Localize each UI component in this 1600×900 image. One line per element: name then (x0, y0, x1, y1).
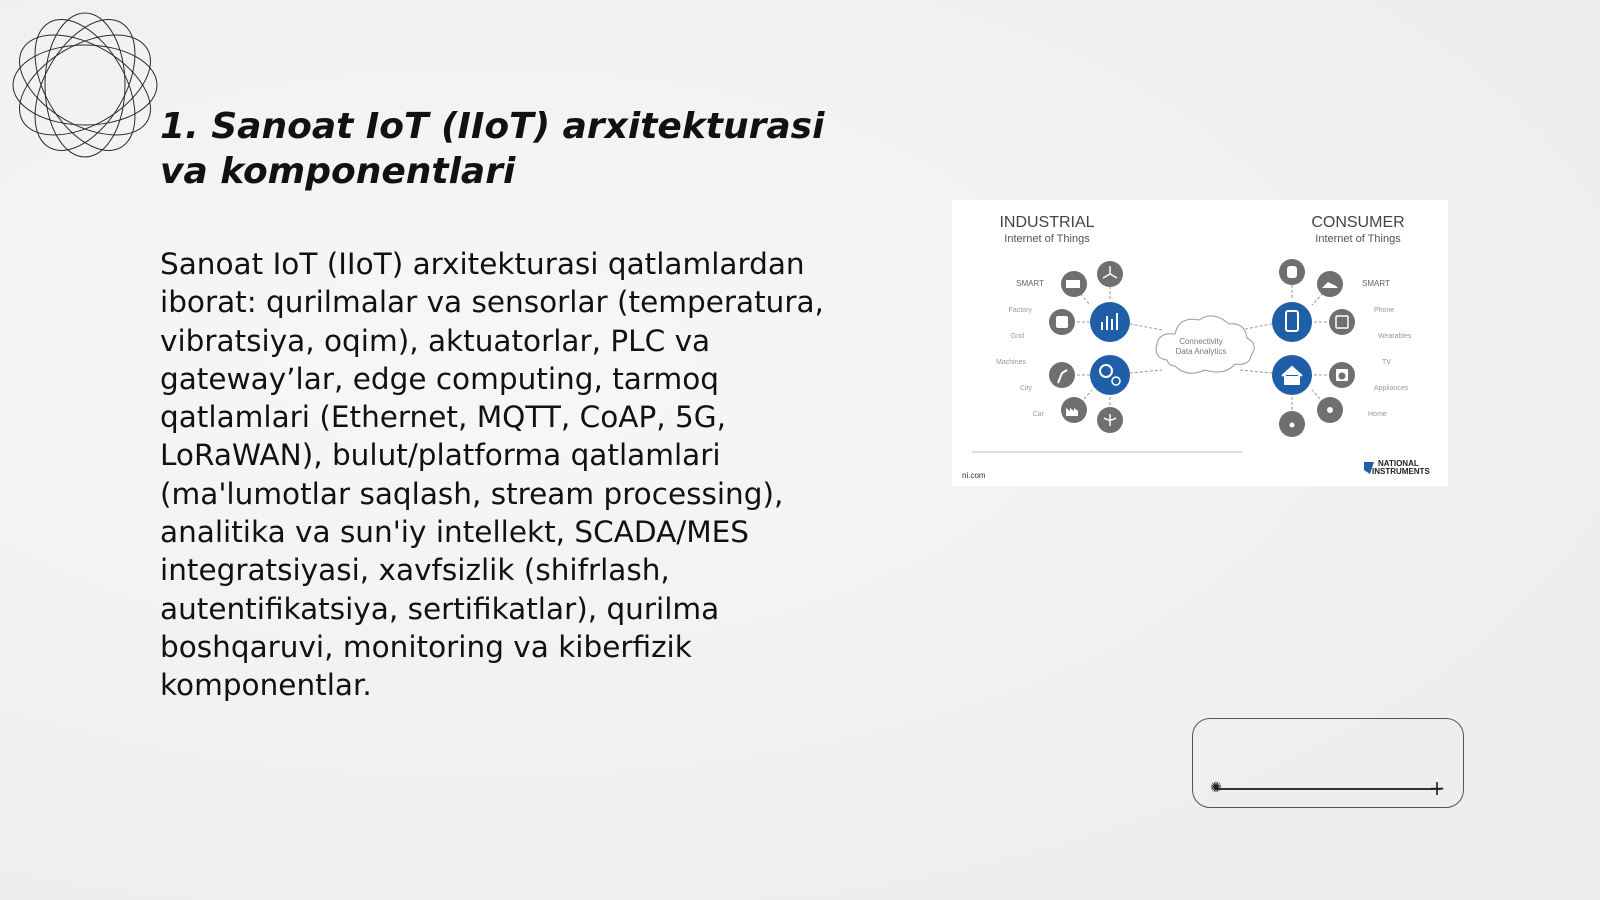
decorative-slider-box (1192, 718, 1464, 808)
industrial-label-1: SMART (1016, 279, 1044, 288)
slider-track (1215, 788, 1441, 790)
industrial-heading: INDUSTRIAL (999, 214, 1095, 231)
iot-diagram (952, 200, 1448, 486)
smartphone-icon (1272, 302, 1312, 342)
industrial-label-2: Factory (1008, 307, 1032, 314)
consumer-heading: CONSUMER (1311, 214, 1405, 231)
consumer-label-6: Home (1368, 411, 1387, 418)
consumer-subheading: Internet of Things (1315, 233, 1401, 245)
industrial-subheading: Internet of Things (1004, 233, 1090, 245)
consumer-label-4: TV (1382, 359, 1391, 366)
cloud-label-line1: Connectivity (1179, 337, 1223, 346)
consumer-label-1: SMART (1362, 279, 1390, 288)
cloud-label-line2: Data Analytics (1175, 347, 1227, 356)
iot-comparison-figure (952, 200, 1448, 486)
industrial-label-5: City (1019, 385, 1032, 392)
industrial-label-4: Machines (996, 359, 1026, 366)
sparkle-icon: ✺ (1210, 780, 1222, 796)
consumer-label-3: Wearables (1378, 333, 1412, 340)
plus-icon: + (1428, 776, 1446, 800)
consumer-label-2: Phone (1374, 307, 1395, 314)
analytics-icon (1090, 302, 1130, 342)
slide-body-text: Sanoat IoT (IIoT) arxitekturasi qatlamlardan iborat: qurilmalar va sensorlar (temperatura, vibratsiya, oqim), aktuatorlar, PLC va gateway’lar, edge computing, tarmoq qatlamlari (Ethernet, MQTT, CoAP, 5G, LoRaWAN), bulut/platforma qatlamlari (ma'lumotlar saqlash, stream processing), analitika va sun'iy intellekt, SCADA/MES integratsiyasi, xavfsizlik (shifrlash, autentifikatsiya, sertifikatlar), qurilma boshqaruvi, monitoring va kiberfizik komponentlar. (160, 247, 824, 703)
logo-line2: INSTRUMENTS (1372, 467, 1430, 476)
rings-decoration (10, 10, 160, 160)
industrial-label-6: Car (1032, 411, 1044, 418)
appliance-icon (1329, 309, 1355, 335)
logo-line1: NATIONAL (1378, 459, 1419, 468)
consumer-label-5: Appliances (1374, 385, 1409, 392)
slide-title: 1. Sanoat IoT (IIoT) arxitekturasi va komponentlari (160, 106, 825, 192)
industrial-label-3: Grid (1010, 333, 1024, 340)
figure-source: ni.com (962, 471, 986, 480)
